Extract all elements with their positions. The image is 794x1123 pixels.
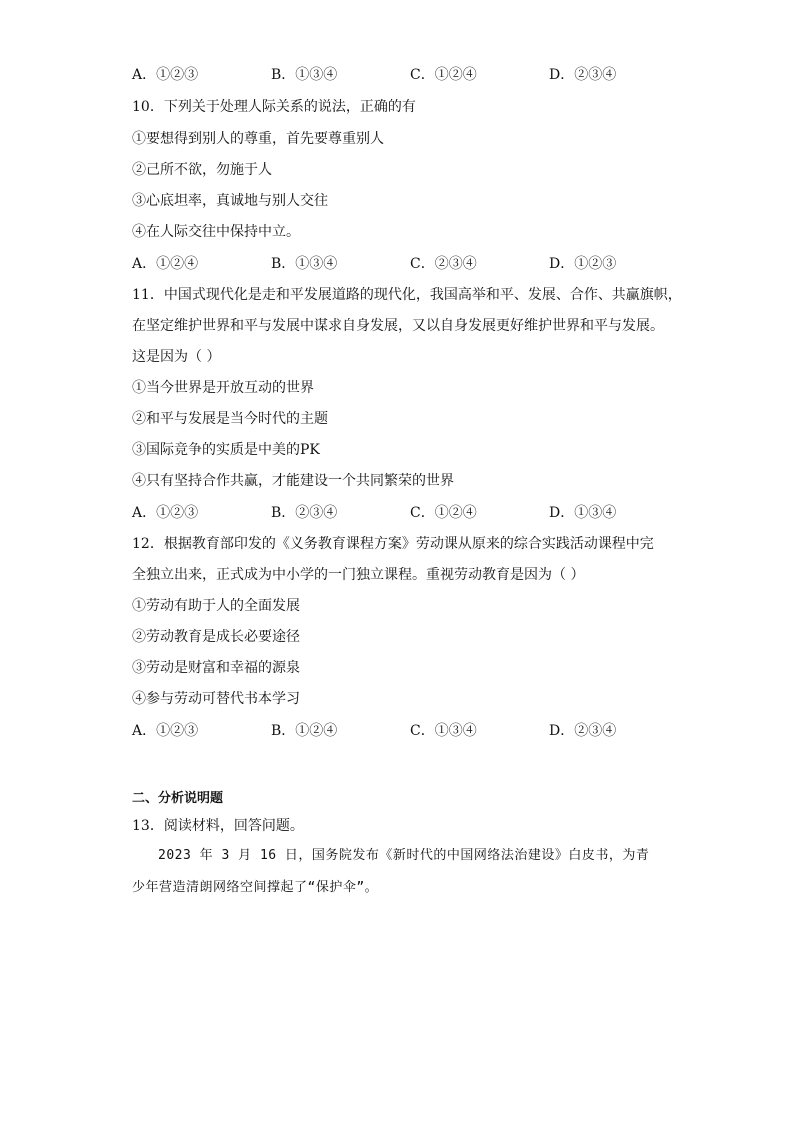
q10-option-a[interactable]: A．①②④: [132, 256, 199, 272]
q11-item-1: ①当今世界是开放互动的世界: [132, 380, 314, 396]
q12-option-c[interactable]: C．①③④: [410, 723, 477, 739]
q10-option-c[interactable]: C．②③④: [410, 256, 477, 272]
q12-option-d[interactable]: D．②③④: [549, 723, 617, 739]
q11-item-4: ④只有坚持合作共赢，才能建设一个共同繁荣的世界: [132, 473, 454, 489]
q13-stem: 13．阅读材料，回答问题。: [132, 818, 304, 834]
q11-stem-line-3: 这是因为（ ）: [132, 349, 221, 365]
q11-option-d[interactable]: D．①③④: [549, 505, 617, 521]
q10-stem: 10．下列关于处理人际关系的说法，正确的有: [132, 99, 416, 115]
q11-item-3: ③国际竞争的实质是中美的PK: [132, 442, 320, 458]
q11-option-a[interactable]: A．①②③: [132, 505, 199, 521]
q12-stem-line-2: 全独立出来，正式成为中小学的一门独立课程。重视劳动教育是因为（ ）: [132, 567, 585, 583]
q9-option-d[interactable]: D．②③④: [549, 67, 617, 83]
q12-item-3: ③劳动是财富和幸福的源泉: [132, 660, 300, 676]
q10-option-d[interactable]: D．①②③: [549, 256, 617, 272]
q11-option-c[interactable]: C．①②④: [410, 505, 477, 521]
q12-option-a[interactable]: A．①②③: [132, 723, 199, 739]
q11-item-2: ②和平与发展是当今时代的主题: [132, 411, 328, 427]
q9-options: [132, 65, 692, 85]
q11-stem-line-2: 在坚定维护世界和平与发展中谋求自身发展，又以自身发展更好维护世界和平与发展。: [132, 318, 664, 334]
q9-option-c[interactable]: C．①②④: [410, 67, 477, 83]
q12-options: [132, 721, 692, 741]
q10-item-3: ③心底坦率，真诚地与别人交往: [132, 193, 328, 209]
q10-item-4: ④在人际交往中保持中立。: [132, 224, 300, 240]
q12-item-1: ①劳动有助于人的全面发展: [132, 598, 300, 614]
q11-options: [132, 503, 692, 523]
q12-stem-line-1: 12．根据教育部印发的《义务教育课程方案》劳动课从原来的综合实践活动课程中完: [132, 536, 654, 552]
section-heading: 二、分析说明题: [132, 791, 224, 806]
q12-item-2: ②劳动教育是成长必要途径: [132, 629, 300, 645]
q10-item-1: ①要想得到别人的尊重，首先要尊重别人: [132, 131, 384, 147]
q13-material: 2023 年 3 月 16 日，国务院发布《新时代的中国网络法治建设》白皮书，为青少年营造清朗网络空间撑起了“保护伞”。: [132, 848, 650, 895]
q11-option-b[interactable]: B．②③④: [271, 505, 338, 521]
q10-option-b[interactable]: B．①③④: [271, 256, 338, 272]
q10-item-2: ②己所不欲，勿施于人: [132, 162, 272, 178]
q9-option-b[interactable]: B．①③④: [271, 67, 338, 83]
q12-item-4: ④参与劳动可替代书本学习: [132, 691, 300, 707]
q10-options: [132, 254, 692, 274]
q11-stem-line-1: 11．中国式现代化是走和平发展道路的现代化，我国高举和平、发展、合作、共赢旗帜，: [132, 287, 682, 303]
q12-option-b[interactable]: B．①②④: [271, 723, 338, 739]
q9-option-a[interactable]: A．①②③: [132, 67, 199, 83]
